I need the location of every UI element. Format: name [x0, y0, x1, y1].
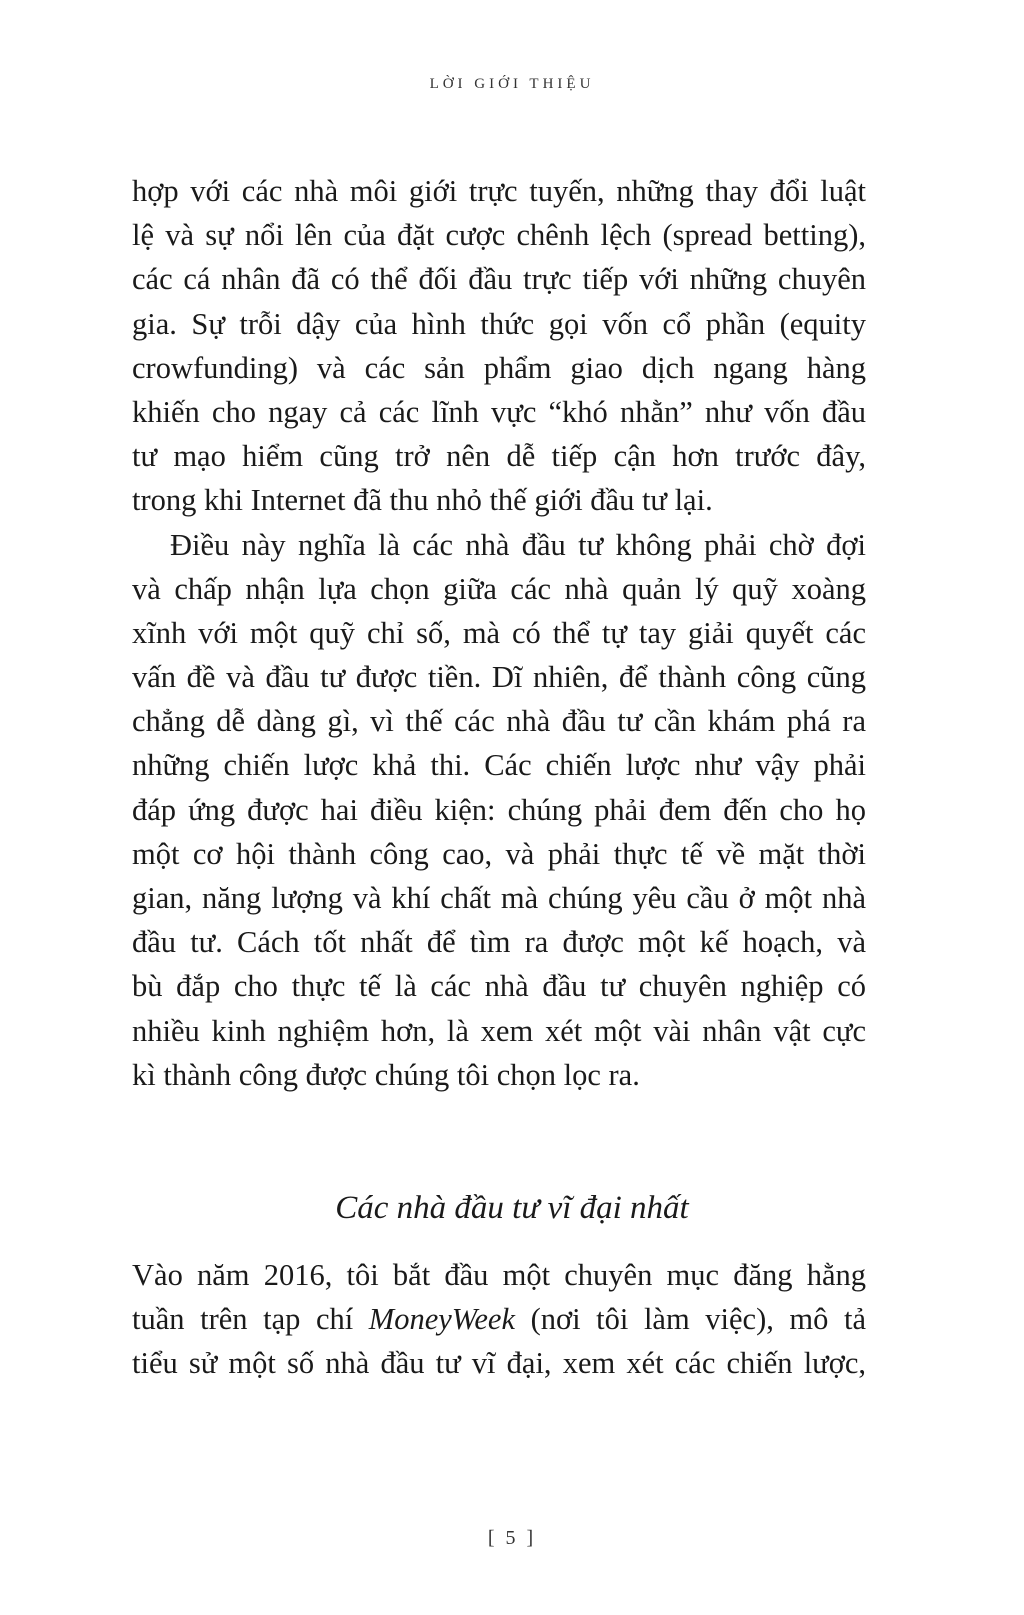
running-head: LỜI GIỚI THIỆU: [429, 76, 595, 92]
text-line: đáp ứng được hai điều kiện: chúng phải đem đến cho họ: [132, 792, 866, 827]
text-segment: tuần trên tạp chí: [132, 1302, 369, 1337]
text-line: tư mạo hiểm cũng trở nên dễ tiếp cận hơn trước đây,: [132, 439, 866, 474]
body-paragraph-1: [132, 169, 866, 1097]
text-line: lệ và sự nổi lên của đặt cược chênh lệch (spread betting),: [132, 218, 866, 253]
text-line: crowfunding) và các sản phẩm giao dịch ngang hàng: [132, 350, 866, 385]
text-line: các cá nhân đã có thể đối đầu trực tiếp với những chuyên: [132, 262, 866, 297]
text-line: trong khi Internet đã thu nhỏ thế giới đầu tư lại.: [132, 483, 713, 518]
text-line: chẳng dễ dàng gì, vì thế các nhà đầu tư cần khám phá ra: [132, 704, 866, 739]
text-segment: (nơi tôi làm việc), mô tả: [515, 1302, 867, 1337]
text-line: gia. Sự trỗi dậy của hình thức gọi vốn cổ phần (equity: [132, 306, 866, 341]
text-line: những chiến lược khả thi. Các chiến lược như vậy phải: [132, 748, 866, 783]
text-line: hợp với các nhà môi giới trực tuyến, những thay đổi luật: [132, 174, 866, 208]
section-heading: Các nhà đầu tư vĩ đại nhất: [335, 1190, 689, 1226]
text-line: nhiều kinh nghiệm hơn, là xem xét một vài nhân vật cực: [132, 1013, 866, 1048]
text-line: khiến cho ngay cả các lĩnh vực “khó nhằn” như vốn đầu: [132, 394, 866, 429]
text-line: kì thành công được chúng tôi chọn lọc ra.: [132, 1057, 640, 1092]
text-line: gian, năng lượng và khí chất mà chúng yêu cầu ở một nhà: [132, 881, 866, 915]
text-line: tiểu sử một số nhà đầu tư vĩ đại, xem xét các chiến lược,: [132, 1346, 866, 1381]
text-line: Vào năm 2016, tôi bắt đầu một chuyên mục đăng hằng: [132, 1258, 866, 1292]
text-line: bù đắp cho thực tế là các nhà đầu tư chuyên nghiệp có: [132, 969, 866, 1004]
text-line: xĩnh với một quỹ chỉ số, mà có thể tự tay giải quyết các: [132, 615, 866, 650]
text-line: [132, 1297, 866, 1341]
text-line: Điều này nghĩa là các nhà đầu tư không phải chờ đợi: [170, 527, 866, 562]
text-line: vấn đề và đầu tư được tiền. Dĩ nhiên, để thành công cũng: [132, 660, 866, 695]
text-line: một cơ hội thành công cao, và phải thực tế về mặt thời: [132, 836, 866, 871]
text-line: đầu tư. Cách tốt nhất để tìm ra được một kế hoạch, và: [132, 925, 866, 960]
magazine-title: MoneyWeek: [368, 1302, 515, 1337]
body-paragraph-3: [132, 1253, 866, 1386]
page-number: [ 5 ]: [487, 1527, 537, 1549]
text-line: và chấp nhận lựa chọn giữa các nhà quản lý quỹ xoàng: [132, 571, 866, 606]
